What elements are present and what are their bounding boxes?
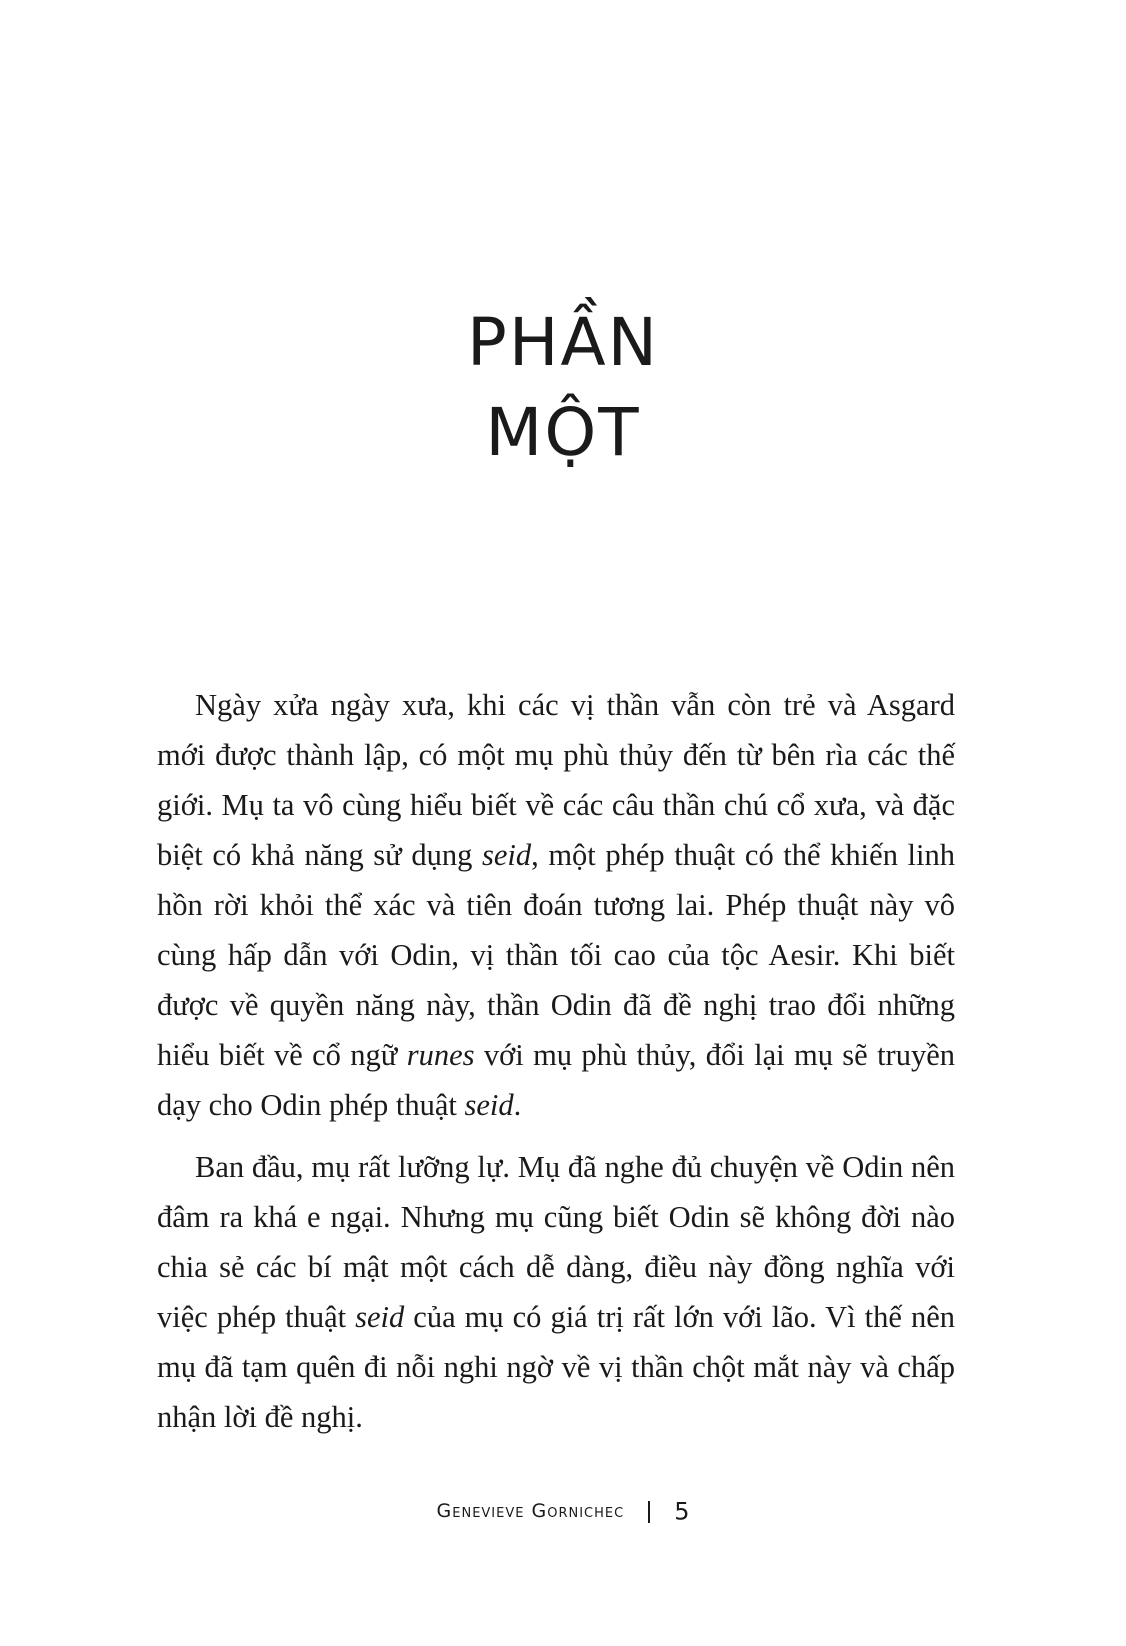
paragraph-2-segment: Ban đầu, mụ rất lưỡng lự. Mụ đã nghe đủ chuyện về Odin nên đâm ra khá e ngại. Nhưng mụ cũng biết Odin sẽ không đời nào chia sẻ các bí mật một cách dễ dàng, điều này đồng nghĩa với việc phép thuật (157, 1150, 955, 1334)
paragraph-2 (157, 1142, 955, 1442)
part-title-line-1: PHẦN (467, 304, 659, 381)
part-title-line-2: MỘT (485, 394, 641, 471)
part-title (0, 298, 1126, 478)
italic-term-seid: seid (481, 838, 532, 872)
paragraph-1-segment: , một phép thuật có thể khiến linh hồn rời khỏi thể xác và tiên đoán tương lai. Phép thuật này vô cùng hấp dẫn với Odin, vị thần tối cao của tộc Aesir. Khi biết được về quyền năng này, thần Odin đã đề nghị trao đổi những hiểu biết về cổ ngữ (157, 838, 956, 1072)
italic-term-seid: seid (355, 1300, 405, 1334)
footer-author: Genevieve Gornichec (436, 1500, 625, 1522)
page-number: 5 (674, 1497, 690, 1526)
paragraph-2-segment: của mụ có giá trị rất lớn với lão. Vì thế nên mụ đã tạm quên đi nỗi nghi ngờ về vị thần chột mắt này và chấp nhận lời đề nghị. (157, 1300, 955, 1434)
paragraph-1 (157, 680, 955, 1130)
paragraph-1-segment: với mụ phù thủy, đổi lại mụ sẽ truyền dạy cho Odin phép thuật (157, 1038, 956, 1122)
footer-divider (648, 1501, 650, 1523)
paragraph-1-segment: . (513, 1088, 522, 1122)
italic-term-seid: seid (464, 1088, 514, 1122)
body-text (157, 680, 955, 1454)
page-footer (0, 1496, 1126, 1527)
paragraph-1-segment: Ngày xửa ngày xưa, khi các vị thần vẫn còn trẻ và Asgard mới được thành lập, có một mụ phù thủy đến từ bên rìa các thế giới. Mụ ta vô cùng hiểu biết về các câu thần chú cổ xưa, và đặc biệt có khả năng sử dụng (157, 688, 955, 872)
italic-term-runes: runes (406, 1038, 475, 1072)
